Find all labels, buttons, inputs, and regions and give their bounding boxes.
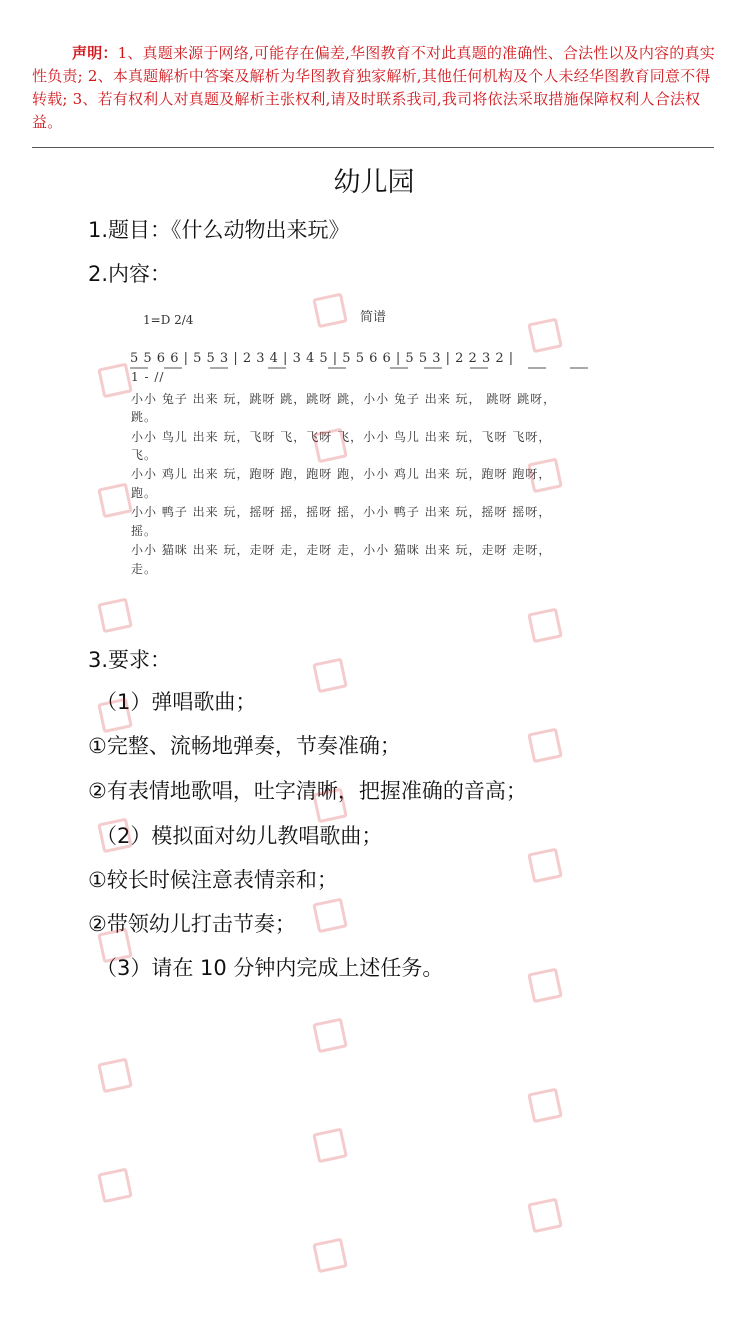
page-title: 幼儿园 [333, 167, 415, 198]
score-notes: 5 5 6 6 | 5 5 3 | 2 3 4 | 3 4 5 | 5 5 6 6 | 5 5 3 | 2 2 3 2 | [130, 351, 514, 366]
watermark-icon [527, 728, 563, 764]
watermark-icon [527, 1088, 563, 1124]
watermark-icon [97, 1168, 133, 1204]
requirement: （3）请在 10 分钟内完成上述任务。 [96, 956, 444, 980]
lyric-line: 摇。 [131, 524, 158, 538]
watermark-logo [527, 457, 566, 493]
watermark-icon [97, 928, 133, 964]
requirement: （2）模拟面对幼儿教唱歌曲； [96, 824, 383, 848]
score-title: 简谱 [360, 310, 387, 325]
watermark-logo [312, 787, 351, 823]
watermark-icon [527, 318, 563, 354]
watermark-icon [97, 1058, 133, 1094]
watermark-icon [312, 1128, 348, 1164]
watermark-logo [312, 1237, 351, 1273]
watermark-icon [312, 1238, 348, 1274]
watermark-icon [527, 848, 563, 884]
requirement: ②带领幼儿打击节奏； [88, 912, 296, 936]
watermark-logo [527, 1087, 566, 1123]
question-2: 2.内容： [88, 262, 172, 286]
disclaimer [32, 42, 717, 134]
lyric-line: 跑。 [131, 486, 158, 500]
watermark-icon [312, 293, 348, 329]
watermark-logo [527, 967, 566, 1003]
watermark-icon [527, 608, 563, 644]
score-key: 1=D 2/4 [143, 313, 194, 327]
requirement: ①较长时候注意表情亲和； [88, 868, 338, 892]
note-underlines [128, 366, 628, 372]
watermark-logo [312, 1127, 351, 1163]
watermark-logo [312, 897, 351, 933]
lyric-line: 小小 鸡儿 出来 玩，跑呀 跑，跑呀 跑，小小 鸡儿 出来 玩，跑呀 跑呀， [131, 467, 552, 481]
watermark-logo [312, 292, 351, 328]
lyric-line: 小小 兔子 出来 玩，跳呀 跳，跳呀 跳，小小 兔子 出来 玩， 跳呀 跳呀， [131, 392, 557, 406]
divider [32, 147, 714, 148]
lyric-line: 小小 鸟儿 出来 玩，飞呀 飞，飞呀 飞，小小 鸟儿 出来 玩，飞呀 飞呀， [131, 430, 552, 444]
watermark-icon [97, 818, 133, 854]
watermark-logo [97, 1057, 136, 1093]
score-end: 1 - // [131, 370, 165, 384]
watermark-logo [527, 607, 566, 643]
lyric-line: 走。 [131, 562, 158, 576]
question-3: 3.要求： [88, 648, 172, 672]
lyric-line: 飞。 [131, 448, 158, 462]
watermark-icon [527, 458, 563, 494]
watermark-icon [97, 598, 133, 634]
lyric-line: 小小 鸭子 出来 玩，摇呀 摇，摇呀 摇，小小 鸭子 出来 玩，摇呀 摇呀， [131, 505, 552, 519]
watermark-icon [97, 483, 133, 519]
disclaimer-body: 1、真题来源于网络,可能存在偏差,华图教育不对此真题的准确性、合法性以及内容的真实性负责; 2、本真题解析中答案及解析为华图教育独家解析,其他任何机构及个人未经华图教育同意不得转载; 3、若有权利人对真题及解析主张权利,请及时联系我司,我司将依法采取措施保障权利人合法权益。 [32, 44, 715, 131]
watermark-icon [312, 658, 348, 694]
watermark-logo [97, 1167, 136, 1203]
watermark-icon [312, 898, 348, 934]
watermark-icon [97, 698, 133, 734]
lyric-line: 跳。 [131, 410, 158, 424]
disclaimer-lead: 声明： [72, 44, 118, 62]
watermark-icon [312, 1018, 348, 1054]
watermark-icon [527, 968, 563, 1004]
lyric-line: 小小 猫咪 出来 玩，走呀 走，走呀 走，小小 猫咪 出来 玩，走呀 走呀， [131, 543, 552, 557]
watermark-logo [312, 1017, 351, 1053]
requirement: ①完整、流畅地弹奏，节奏准确； [88, 734, 401, 758]
watermark-logo [312, 657, 351, 693]
watermark-icon [312, 788, 348, 824]
watermark-logo [97, 697, 136, 733]
watermark-icon [312, 428, 348, 464]
watermark-logo [527, 847, 566, 883]
watermark-icon [527, 1198, 563, 1234]
watermark-logo [312, 427, 351, 463]
watermark-logo [527, 317, 566, 353]
requirement: ②有表情地歌唱，吐字清晰，把握准确的音高； [88, 779, 527, 803]
watermark-logo [527, 1197, 566, 1233]
watermark-logo [527, 727, 566, 763]
requirement: （1）弹唱歌曲； [96, 690, 257, 714]
watermark-icon [97, 363, 133, 399]
question-1: 1.题目：《什么动物出来玩》 [88, 218, 350, 242]
watermark-logo [97, 597, 136, 633]
